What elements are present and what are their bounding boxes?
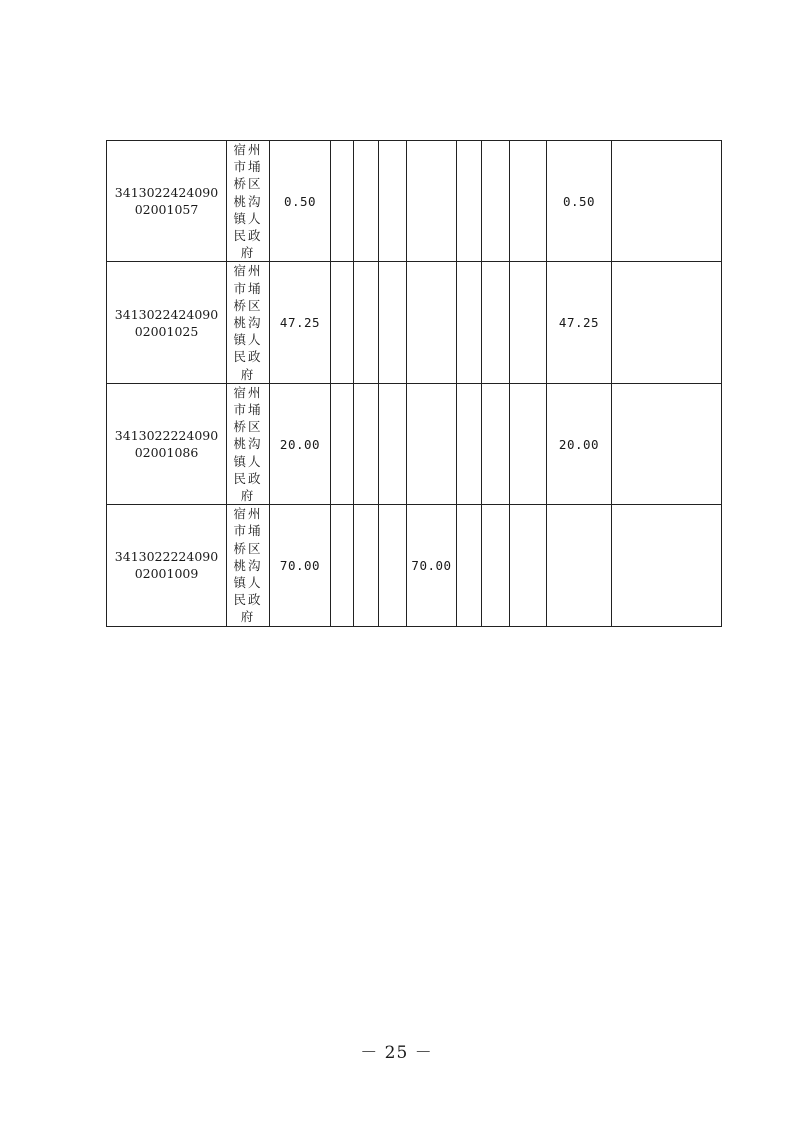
total-amount-cell: 47.25 <box>270 262 331 383</box>
amount-cell <box>407 383 457 504</box>
organization-cell: 宿州市埇桥区桃沟镇人民政府 <box>227 141 270 262</box>
amount-cell <box>407 141 457 262</box>
organization-cell: 宿州市埇桥区桃沟镇人民政府 <box>227 262 270 383</box>
amount-cell <box>482 505 510 626</box>
amount-cell: 0.50 <box>547 141 612 262</box>
amount-cell <box>482 262 510 383</box>
amount-cell <box>457 262 482 383</box>
amount-cell <box>331 262 354 383</box>
total-amount-cell: 70.00 <box>270 505 331 626</box>
amount-cell <box>354 262 379 383</box>
table-row <box>107 383 722 504</box>
organization-cell: 宿州市埇桥区桃沟镇人民政府 <box>227 505 270 626</box>
amount-cell <box>379 383 407 504</box>
amount-cell <box>612 505 722 626</box>
project-code-cell: 341302222409002001009 <box>107 505 227 626</box>
amount-cell <box>379 505 407 626</box>
page-number: － 25 － <box>360 1043 433 1063</box>
project-code-cell: 341302242409002001025 <box>107 262 227 383</box>
amount-cell <box>482 383 510 504</box>
amount-cell <box>612 262 722 383</box>
table-row <box>107 505 722 626</box>
amount-cell <box>379 141 407 262</box>
fund-allocation-table <box>106 140 722 627</box>
amount-cell <box>510 141 547 262</box>
amount-cell <box>547 505 612 626</box>
table-row <box>107 262 722 383</box>
amount-cell <box>457 505 482 626</box>
amount-cell <box>510 505 547 626</box>
amount-cell: 20.00 <box>547 383 612 504</box>
amount-cell <box>510 262 547 383</box>
amount-cell <box>354 383 379 504</box>
amount-cell <box>612 141 722 262</box>
amount-cell: 70.00 <box>407 505 457 626</box>
amount-cell <box>407 262 457 383</box>
amount-cell <box>354 141 379 262</box>
amount-cell <box>482 141 510 262</box>
amount-cell <box>331 383 354 504</box>
amount-cell <box>354 505 379 626</box>
project-code-cell: 341302242409002001057 <box>107 141 227 262</box>
total-amount-cell: 20.00 <box>270 383 331 504</box>
amount-cell <box>331 141 354 262</box>
amount-cell <box>457 141 482 262</box>
amount-cell <box>612 383 722 504</box>
organization-cell: 宿州市埇桥区桃沟镇人民政府 <box>227 383 270 504</box>
project-code-cell: 341302222409002001086 <box>107 383 227 504</box>
total-amount-cell: 0.50 <box>270 141 331 262</box>
amount-cell <box>331 505 354 626</box>
amount-cell: 47.25 <box>547 262 612 383</box>
amount-cell <box>510 383 547 504</box>
amount-cell <box>457 383 482 504</box>
table-row <box>107 141 722 262</box>
amount-cell <box>379 262 407 383</box>
